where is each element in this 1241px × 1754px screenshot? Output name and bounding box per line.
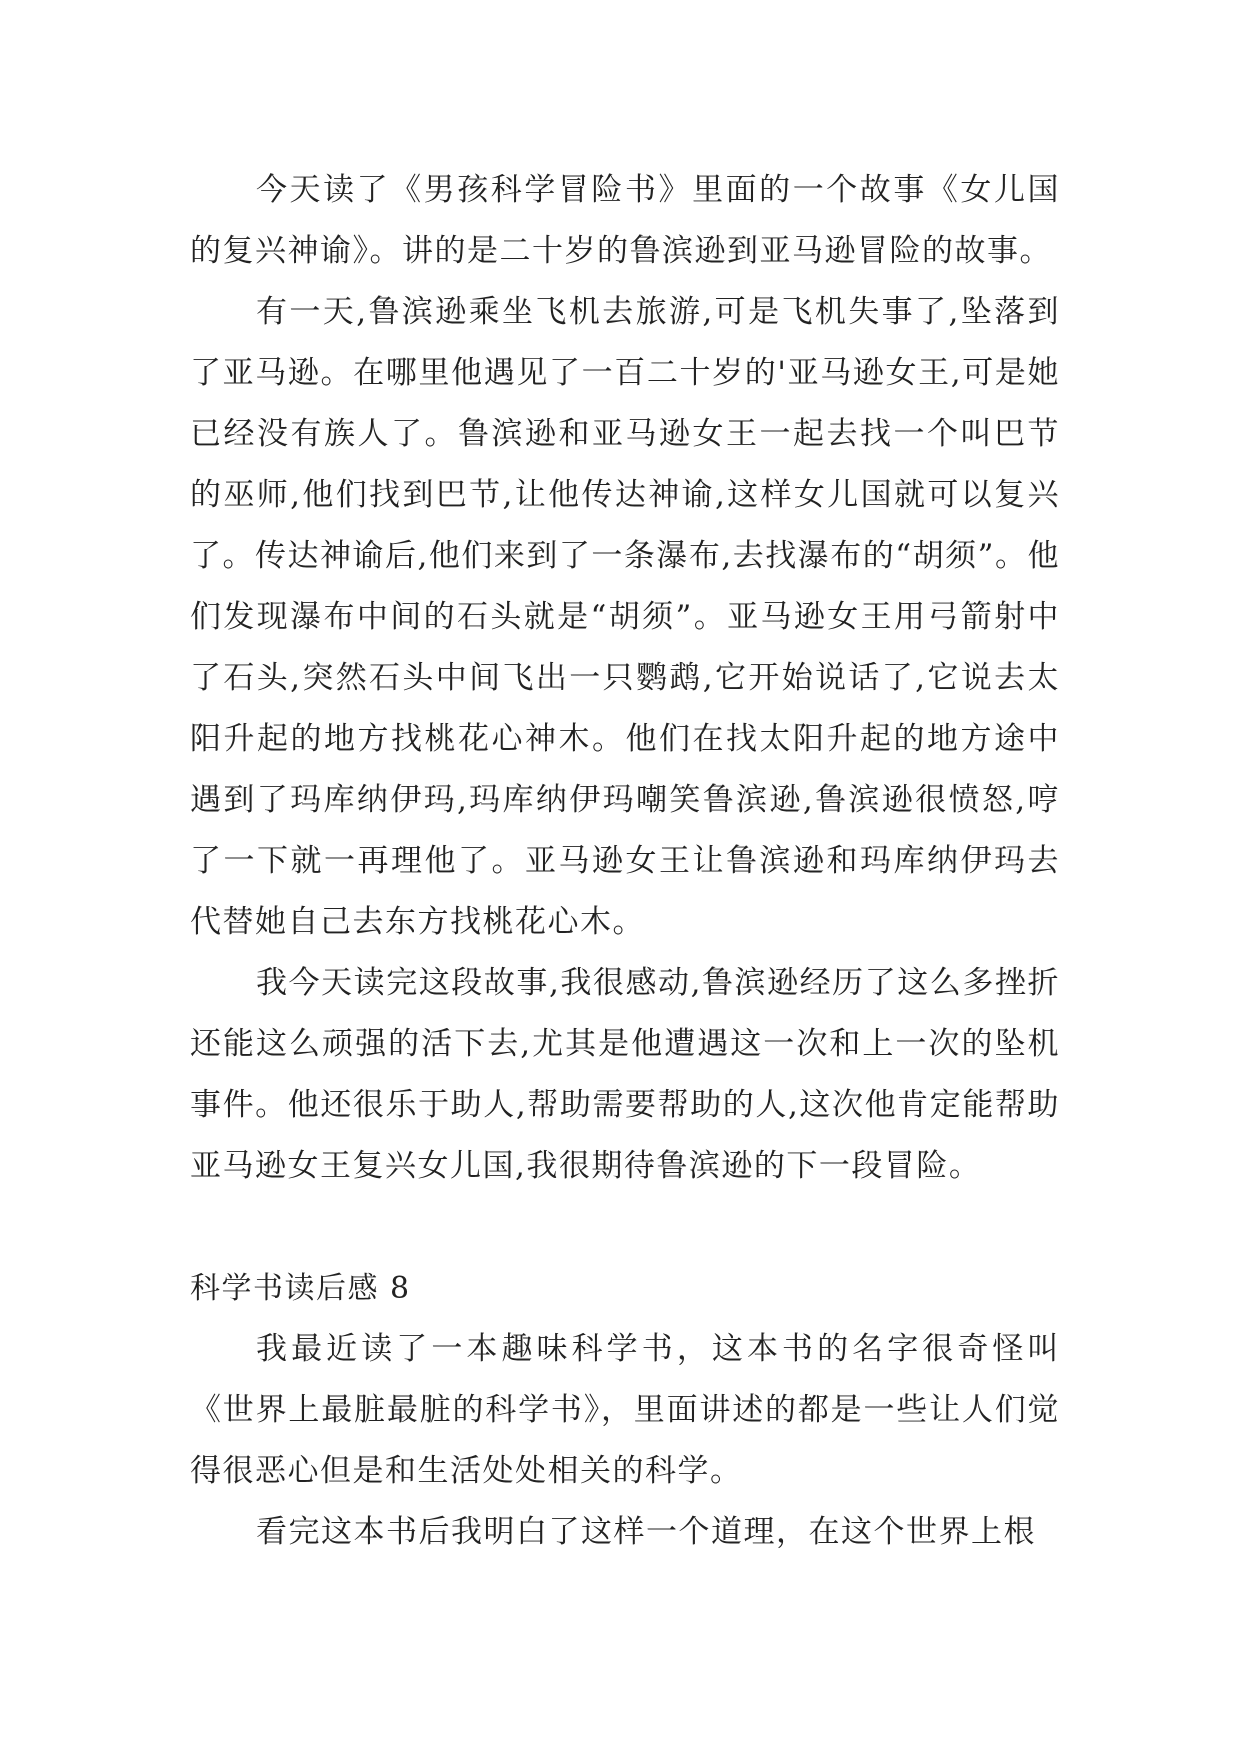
paragraph-book-intro: 我最近读了一本趣味科学书，这本书的名字很奇怪叫《世界上最脏最脏的科学书》，里面讲述的都是一些让人们觉得很恶心但是和生活处处相关的科学。: [190, 1331, 1060, 1489]
paragraph-story-plot: 有一天,鲁滨逊乘坐飞机去旅游,可是飞机失事了,坠落到了亚马逊。在哪里他遇见了一百二十岁的'亚马逊女王,可是她已经没有族人了。鲁滨逊和亚马逊女王一起去找一个叫巴节的巫师,他们找到巴节,让他传达神谕,这样女儿国就可以复兴了。传达神谕后,他们来到了一条瀑布,去找瀑布的“胡须”。他们发现瀑布中间的石头就是“胡须”。亚马逊女王用弓箭射中了石头,突然石头中间飞出一只鹦鹉,它开始说话了,它说去太阳升起的地方找桃花心神木。他们在找太阳升起的地方途中遇到了玛库纳伊玛,玛库纳伊玛嘲笑鲁滨逊,鲁滨逊很愤怒,哼了一下就一再理他了。亚马逊女王让鲁滨逊和玛库纳伊玛去代替她自己去东方找桃花心木。: [190, 294, 1060, 940]
section-heading: 科学书读后感 8: [190, 1271, 411, 1306]
document-body: [190, 160, 1060, 1563]
paragraph-story-reflection: 我今天读完这段故事,我很感动,鲁滨逊经历了这么多挫折还能这么顽强的活下去,尤其是他遭遇这一次和上一次的坠机事件。他还很乐于助人,帮助需要帮助的人,这次他肯定能帮助亚马逊女王复兴女儿国,我很期待鲁滨逊的下一段冒险。: [190, 965, 1060, 1184]
paragraph-book-lesson: 看完这本书后我明白了这样一个道理，在这个世界上根: [256, 1514, 1036, 1550]
paragraph-story-intro: 今天读了《男孩科学冒险书》里面的一个故事《女儿国的复兴神谕》。讲的是二十岁的鲁滨逊到亚马逊冒险的故事。: [190, 172, 1060, 269]
